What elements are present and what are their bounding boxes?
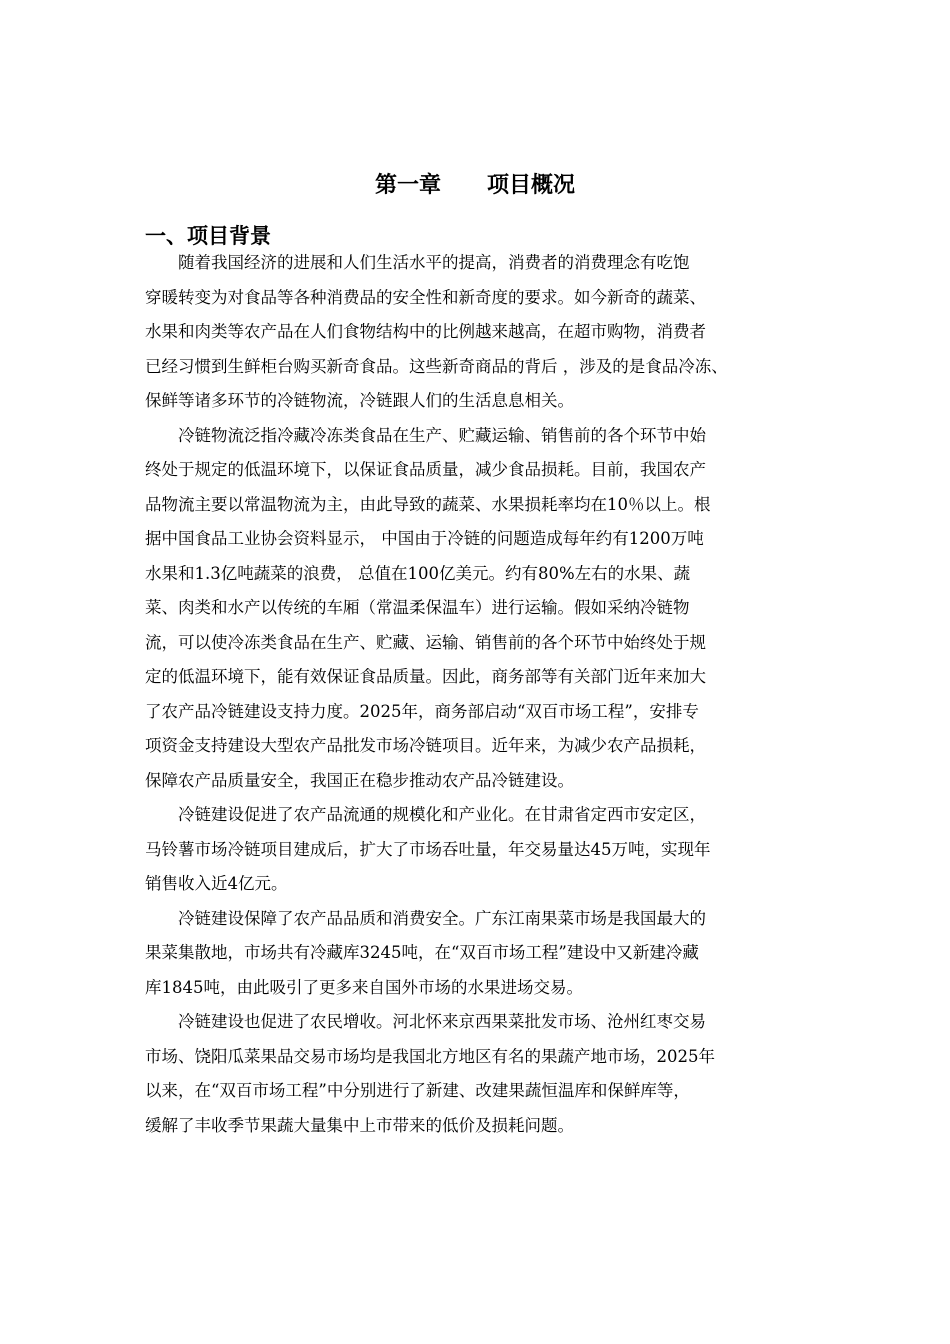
paragraph-line: 销售收入近4亿元。: [145, 874, 288, 893]
paragraph-line: 菜、肉类和水产以传统的车厢（常温柔保温车）进行运输。假如采纳冷链物: [145, 598, 690, 617]
paragraph-line: 穿暖转变为对食品等各种消费品的安全性和新奇度的要求。如今新奇的蔬菜、: [145, 287, 706, 307]
paragraph-line: 终处于规定的低温环境下，以保证食品质量，减少食品损耗。目前，我国农产: [145, 460, 706, 479]
paragraph-line: 冷链建设保障了农产品品质和消费安全。广东江南果菜市场是我国最大的: [178, 908, 706, 928]
paragraph-line: 冷链物流泛指冷藏冷冻类食品在生产、贮藏运输、销售前的各个环节中始: [178, 425, 706, 445]
paragraph-line: 冷链建设也促进了农民增收。河北怀来京西果菜批发市场、沧州红枣交易: [178, 1012, 706, 1031]
paragraph-line: 冷链建设促进了农产品流通的规模化和产业化。在甘肃省定西市安定区，: [178, 805, 706, 824]
paragraph-line: 流，可以使冷冻类食品在生产、贮藏、运输、销售前的各个环节中始终处于规: [145, 632, 706, 652]
paragraph-line: 随着我国经济的进展和人们生活水平的提高，消费者的消费理念有吃饱: [178, 253, 690, 272]
paragraph-line: 了农产品冷链建设支持力度。2025年，商务部启动“双百市场工程”，安排专: [145, 701, 699, 721]
paragraph-line: 库1845吨，由此吸引了更多来自国外市场的水果进场交易。: [145, 977, 583, 997]
paragraph-5: [145, 1005, 810, 1143]
paragraph-line: 项资金支持建设大型农产品批发市场冷链项目。近年来，为减少农产品损耗，: [145, 736, 706, 755]
paragraph-line: 市场、饶阳瓜菜果品交易市场均是我国北方地区有名的果蔬产地市场，2025年: [145, 1046, 715, 1066]
paragraph-line: 已经习惯到生鲜柜台购买新奇食品。这些新奇商品的背后 ，涉及的是食品冷冻、: [145, 356, 728, 376]
paragraph-line: 水果和1.3亿吨蔬菜的浪费， 总值在100亿美元。约有80%左右的水果、蔬: [145, 563, 691, 583]
chapter-title: 第一章 项目概况: [375, 173, 575, 198]
paragraph-2: [145, 419, 810, 799]
paragraph-line: 据中国食品工业协会资料显示， 中国由于冷链的问题造成每年约有1200万吨: [145, 529, 704, 548]
paragraph-4: [145, 902, 810, 1006]
paragraph-line: 缓解了丰收季节果蔬大量集中上市带来的低价及损耗问题。: [145, 1115, 574, 1135]
paragraph-line: 水果和肉类等农产品在人们食物结构中的比例越来越高，在超市购物，消费者: [145, 322, 706, 341]
paragraph-line: 品物流主要以常温物流为主，由此导致的蔬菜、水果损耗率均在10％以上。根: [145, 494, 711, 514]
paragraph-line: 保障农产品质量安全，我国正在稳步推动农产品冷链建设。: [145, 770, 574, 790]
paragraph-line: 马铃薯市场冷链项目建成后，扩大了市场吞吐量，年交易量达45万吨，实现年: [145, 839, 711, 859]
section-heading: 一、项目背景: [145, 224, 271, 248]
paragraph-1: [145, 246, 810, 419]
body-text: [145, 246, 810, 1143]
paragraph-3: [145, 798, 810, 902]
paragraph-line: 果菜集散地，市场共有冷藏库3245吨，在“双百市场工程”建设中又新建冷藏: [145, 943, 699, 962]
paragraph-line: 以来，在“双百市场工程”中分别进行了新建、改建果蔬恒温库和保鲜库等，: [145, 1081, 690, 1100]
paragraph-line: 保鲜等诸多环节的冷链物流，冷链跟人们的生活息息相关。: [145, 391, 574, 410]
paragraph-line: 定的低温环境下，能有效保证食品质量。因此，商务部等有关部门近年来加大: [145, 667, 706, 686]
